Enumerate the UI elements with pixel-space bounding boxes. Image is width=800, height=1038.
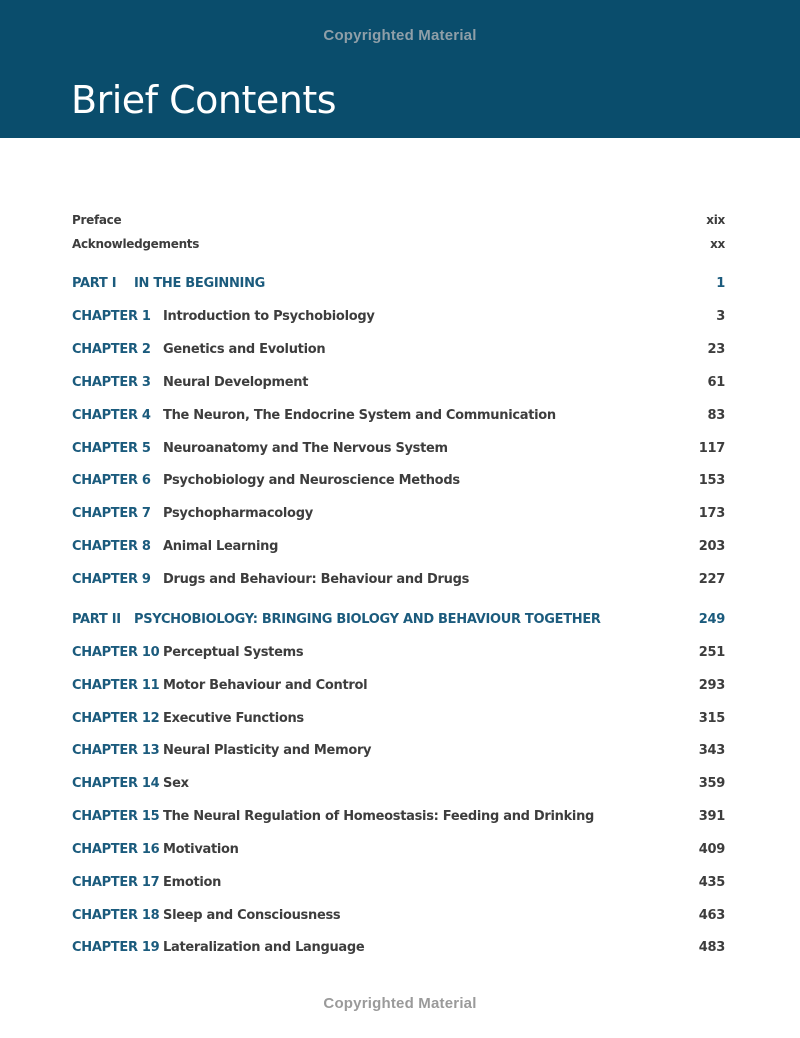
chapter-label: CHAPTER 15: [72, 809, 160, 824]
part-name: PSYCHOBIOLOGY: BRINGING BIOLOGY AND BEHAVIOUR TOGETHER: [134, 612, 601, 627]
chapter-label: CHAPTER 14: [72, 776, 160, 791]
chapter-page: 3: [716, 309, 725, 324]
part-label: PART I: [72, 276, 117, 291]
chapter-name: Emotion: [163, 875, 222, 890]
chapter-page: 173: [698, 506, 725, 521]
chapter-name: Motivation: [163, 842, 239, 857]
toc-chapter-7: [72, 504, 725, 524]
chapter-label: CHAPTER 11: [72, 678, 160, 693]
chapter-name: Introduction to Psychobiology: [163, 309, 375, 324]
chapter-name: Perceptual Systems: [163, 645, 304, 660]
chapter-label: CHAPTER 5: [72, 441, 151, 456]
chapter-page: 343: [698, 743, 725, 758]
chapter-label: CHAPTER 8: [72, 539, 151, 554]
toc-chapter-8: [72, 537, 725, 557]
chapter-name: Neuroanatomy and The Nervous System: [163, 441, 448, 456]
chapter-name: Lateralization and Language: [163, 940, 365, 955]
chapter-label: CHAPTER 19: [72, 940, 160, 955]
toc-chapter-1: [72, 307, 725, 327]
chapter-label: CHAPTER 4: [72, 408, 151, 423]
toc-chapter-15: [72, 807, 725, 827]
page-title: Brief Contents: [71, 78, 337, 122]
chapter-name: Psychopharmacology: [163, 506, 313, 521]
toc-chapter-18: [72, 906, 725, 926]
chapter-label: CHAPTER 1: [72, 309, 151, 324]
chapter-page: 61: [707, 375, 725, 390]
chapter-name: Psychobiology and Neuroscience Methods: [163, 473, 460, 488]
chapter-page: 409: [698, 842, 725, 857]
chapter-name: The Neuron, The Endocrine System and Communication: [163, 408, 556, 423]
toc-chapter-5: [72, 439, 725, 459]
toc-chapter-9: [72, 570, 725, 590]
chapter-label: CHAPTER 18: [72, 908, 160, 923]
chapter-label: CHAPTER 6: [72, 473, 151, 488]
chapter-page: 359: [698, 776, 725, 791]
chapter-name: Sleep and Consciousness: [163, 908, 341, 923]
entry-page: xx: [710, 237, 725, 251]
chapter-label: CHAPTER 10: [72, 645, 160, 660]
entry-name: Acknowledgements: [72, 237, 200, 251]
chapter-name: Executive Functions: [163, 711, 304, 726]
entry-page: xix: [706, 213, 725, 227]
toc-chapter-19: [72, 938, 725, 958]
chapter-page: 251: [698, 645, 725, 660]
chapter-label: CHAPTER 7: [72, 506, 151, 521]
part-name: IN THE BEGINNING: [134, 276, 266, 291]
entry-name: Preface: [72, 213, 122, 227]
chapter-page: 117: [698, 441, 725, 456]
toc-chapter-13: [72, 741, 725, 761]
chapter-page: 227: [698, 572, 725, 587]
chapter-label: CHAPTER 12: [72, 711, 160, 726]
toc-part-1: [72, 274, 725, 294]
chapter-label: CHAPTER 9: [72, 572, 151, 587]
chapter-label: CHAPTER 13: [72, 743, 160, 758]
watermark-top: Copyrighted Material: [323, 27, 477, 44]
toc-chapter-3: [72, 373, 725, 393]
toc-chapter-16: [72, 840, 725, 860]
part-label: PART II: [72, 612, 121, 627]
toc-entry-acknowledgements: [72, 234, 725, 254]
toc-chapter-12: [72, 709, 725, 729]
toc-chapter-17: [72, 873, 725, 893]
chapter-name: Neural Plasticity and Memory: [163, 743, 372, 758]
chapter-page: 391: [698, 809, 725, 824]
chapter-label: CHAPTER 2: [72, 342, 151, 357]
chapter-name: Motor Behaviour and Control: [163, 678, 368, 693]
chapter-name: Drugs and Behaviour: Behaviour and Drugs: [163, 572, 470, 587]
chapter-page: 293: [698, 678, 725, 693]
toc-chapter-6: [72, 471, 725, 491]
chapter-label: CHAPTER 3: [72, 375, 151, 390]
chapter-page: 83: [707, 408, 725, 423]
chapter-name: Neural Development: [163, 375, 309, 390]
toc-chapter-14: [72, 774, 725, 794]
part-page: 249: [698, 612, 725, 627]
toc-chapter-11: [72, 676, 725, 696]
chapter-name: The Neural Regulation of Homeostasis: Feeding and Drinking: [163, 809, 595, 824]
chapter-page: 203: [698, 539, 725, 554]
chapter-page: 23: [707, 342, 725, 357]
toc-chapter-2: [72, 340, 725, 360]
toc-part-2: [72, 610, 725, 630]
toc-chapter-4: [72, 406, 725, 426]
chapter-page: 463: [698, 908, 725, 923]
watermark-bottom: Copyrighted Material: [323, 995, 477, 1012]
chapter-page: 483: [698, 940, 725, 955]
chapter-page: 435: [698, 875, 725, 890]
part-page: 1: [716, 276, 725, 291]
chapter-name: Sex: [163, 776, 189, 791]
chapter-page: 153: [698, 473, 725, 488]
chapter-name: Genetics and Evolution: [163, 342, 326, 357]
chapter-label: CHAPTER 16: [72, 842, 160, 857]
chapter-label: CHAPTER 17: [72, 875, 160, 890]
toc-entry-preface: [72, 210, 725, 230]
chapter-page: 315: [698, 711, 725, 726]
chapter-name: Animal Learning: [163, 539, 279, 554]
toc-chapter-10: [72, 643, 725, 663]
